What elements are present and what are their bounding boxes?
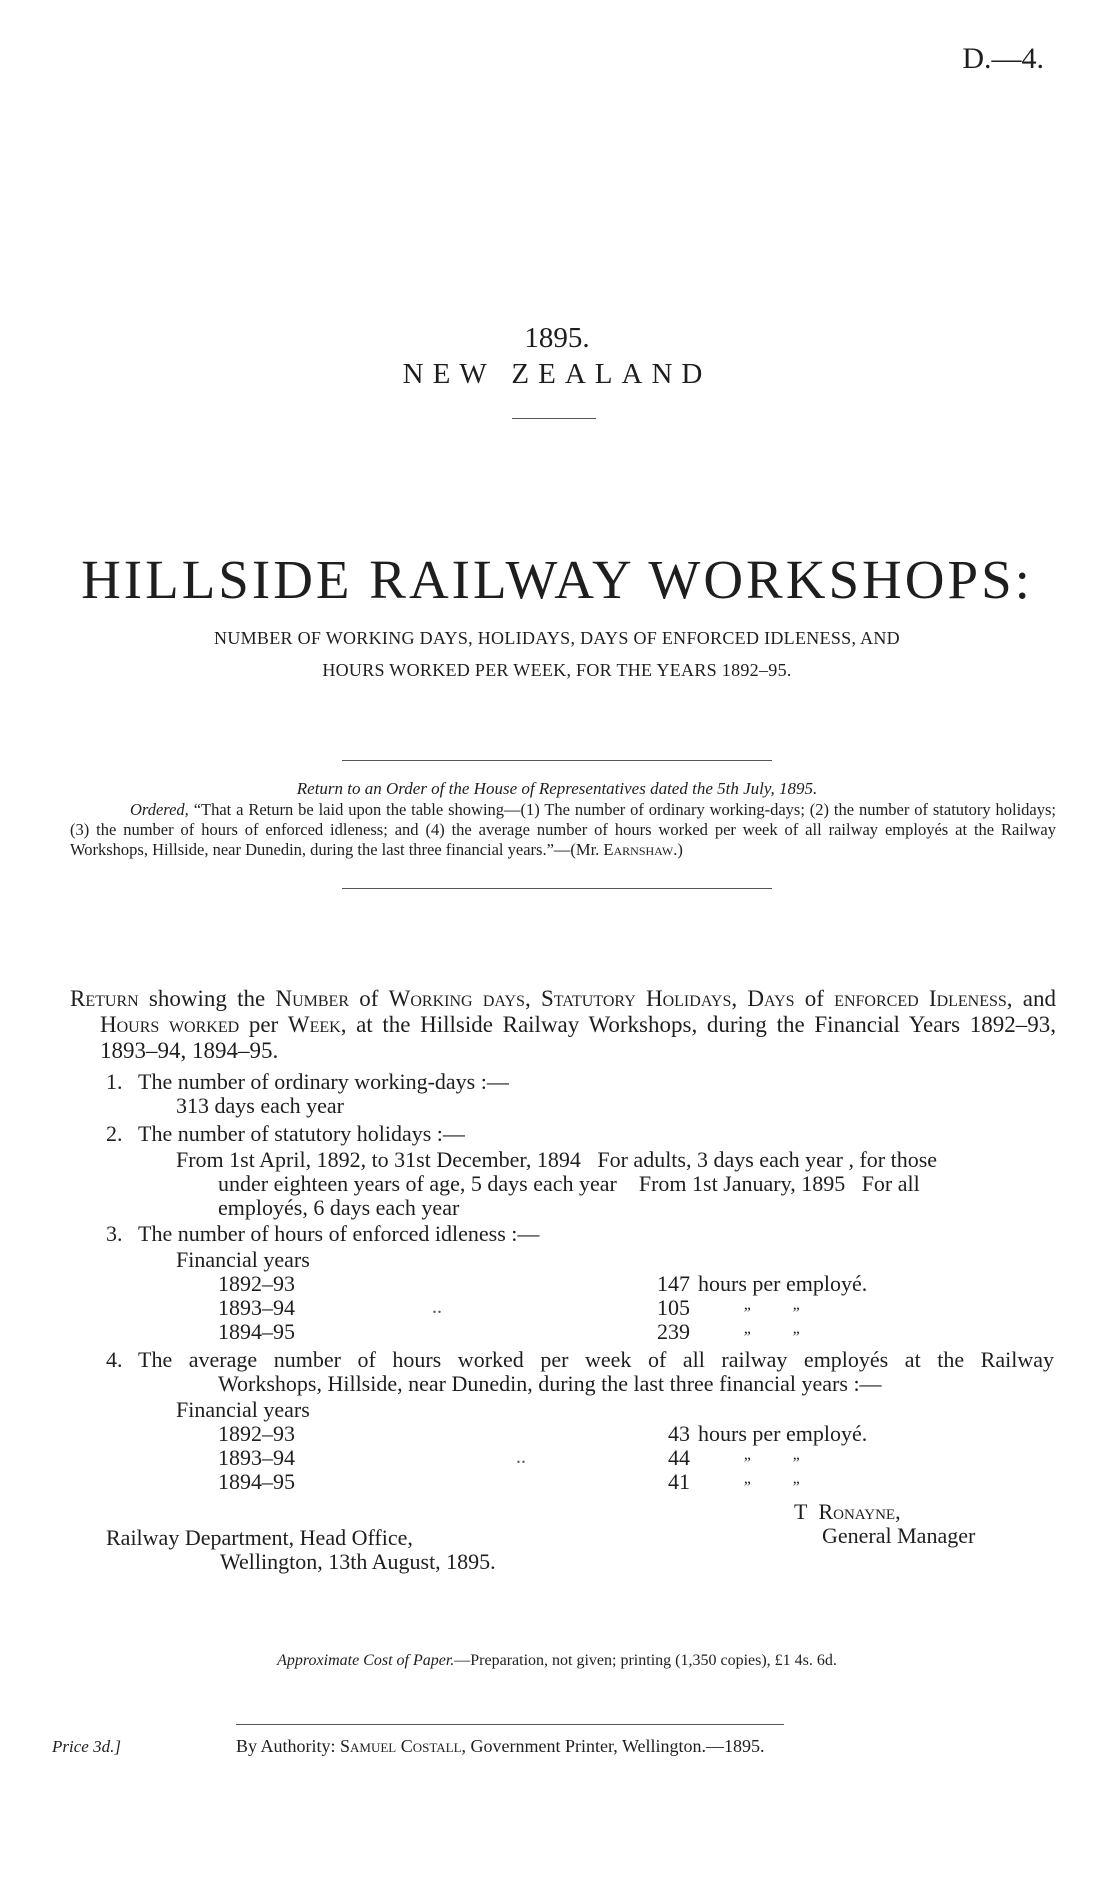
- intro-text-4: ,: [731, 986, 748, 1011]
- item-4-leader-dots: ..: [516, 1446, 526, 1468]
- intro-text-7: per: [239, 1012, 288, 1037]
- subtitle-line-1: NUMBER OF WORKING DAYS, HOLIDAYS, DAYS OF ENFORCED IDLENESS, AND: [214, 628, 900, 648]
- sender-place-date: Wellington, 13th August, 1895.: [220, 1549, 496, 1574]
- document-subtitle: [120, 622, 994, 686]
- item-4-value-3: 41: [668, 1469, 690, 1494]
- publication-year: 1895.: [524, 322, 590, 354]
- intro-number-word: Number: [275, 986, 349, 1011]
- document-title: HILLSIDE RAILWAY WORKSHOPS:: [81, 549, 1033, 610]
- printer-authority: [236, 1736, 765, 1757]
- item-3-year-3: 1894–95: [218, 1319, 295, 1344]
- item-3-value-3: 239: [657, 1319, 690, 1344]
- order-top-rule: [342, 760, 772, 761]
- item-2-line-3: employés, 6 days each year: [218, 1195, 460, 1220]
- page-reference: D.—4.: [962, 42, 1044, 75]
- item-3-heading: The number of hours of enforced idleness :—: [138, 1221, 540, 1246]
- item-3-year-1: 1892–93: [218, 1271, 295, 1296]
- ordered-body: “That a Return be laid upon the table showing—(1) The number of ordinary working-days; (2) the number of statutory holidays; (3) the number of hours of enforced idleness; and (4) the average number of hours worked per week of all railway employés at the Railway Workshops, Hillside, near Dunedin, during the last three financial years.”—(Mr.: [70, 800, 1056, 859]
- item-4-column-label: Financial years: [176, 1397, 310, 1422]
- order-text: [70, 800, 1056, 860]
- item-4-unit-2: ” ”: [742, 1455, 800, 1472]
- ordered-end: .): [673, 840, 683, 859]
- cost-label: Approximate Cost of Paper.: [277, 1652, 455, 1669]
- order-bottom-rule: [342, 888, 772, 889]
- item-4-number: 4.: [106, 1347, 123, 1372]
- item-3-number: 3.: [106, 1221, 123, 1246]
- price-label: Price 3d.]: [52, 1737, 121, 1756]
- item-2-heading: The number of statutory holidays :—: [138, 1121, 465, 1146]
- item-2-line-2: under eighteen years of age, 5 days each year From 1st January, 1895 For all: [218, 1171, 920, 1196]
- authority-prefix: By Authority:: [236, 1736, 341, 1756]
- footer-rule: [236, 1724, 784, 1725]
- item-4-unit-1: hours per employé.: [698, 1421, 868, 1446]
- signatory-initial: T: [794, 1499, 808, 1524]
- intro-working-days: Working days: [388, 986, 525, 1011]
- item-3-value-2: 105: [657, 1295, 690, 1320]
- cost-text: —Preparation, not given; printing (1,350 copies), £1 4s. 6d.: [454, 1652, 837, 1669]
- item-1-number: 1.: [106, 1069, 123, 1094]
- item-3-year-2: 1893–94: [218, 1295, 295, 1320]
- intro-week: Week: [287, 1012, 341, 1037]
- item-4-heading-2: Workshops, Hillside, near Dunedin, during the last three financial years :—: [218, 1371, 882, 1396]
- return-order-line: Return to an Order of the House of Representatives dated the 5th July, 1895.: [296, 779, 818, 798]
- item-1-heading: The number of ordinary working-days :—: [138, 1069, 509, 1094]
- item-4-value-1: 43: [668, 1421, 690, 1446]
- item-3-unit-2: ” ”: [742, 1305, 800, 1322]
- item-1-value: 313 days each year: [176, 1093, 344, 1118]
- cost-of-paper-note: [0, 1652, 1114, 1670]
- printer-name: Samuel Costall: [340, 1736, 462, 1756]
- intro-text-3: ,: [524, 986, 541, 1011]
- item-3-unit-3: ” ”: [742, 1329, 800, 1346]
- sender-office: Railway Department, Head Office,: [106, 1525, 413, 1550]
- intro-days: Days: [747, 986, 795, 1011]
- return-intro: [70, 986, 1056, 1064]
- mover-name: Earnshaw: [603, 840, 674, 859]
- intro-enforced-idleness: enforced Idleness: [834, 986, 1007, 1011]
- intro-text-2: of: [349, 986, 389, 1011]
- country-heading: NEW ZEALAND: [402, 358, 712, 390]
- authority-suffix: , Government Printer, Wellington.—1895.: [461, 1736, 765, 1756]
- item-4-value-2: 44: [668, 1445, 690, 1470]
- intro-text-8: , at the Hillside Railway Workshops, during the Financial Years 1892–93, 1893–94, 1894–95.: [100, 1012, 1056, 1063]
- intro-return-word: Return: [70, 986, 139, 1011]
- item-4-heading-1: The average number of hours worked per week of all railway employés at the Railway: [138, 1347, 1054, 1372]
- signatory-role: General Manager: [822, 1523, 976, 1548]
- intro-text-1: showing the: [138, 986, 276, 1011]
- item-4-year-3: 1894–95: [218, 1469, 295, 1494]
- item-3-value-1: 147: [657, 1271, 690, 1296]
- item-4-unit-3: ” ”: [742, 1479, 800, 1496]
- signatory-name: [794, 1500, 901, 1524]
- item-4-year-1: 1892–93: [218, 1421, 295, 1446]
- item-3-leader-dots: ..: [432, 1296, 442, 1318]
- intro-text-5: of: [794, 986, 835, 1011]
- subtitle-line-2: HOURS WORKED PER WEEK, FOR THE YEARS 1892–95.: [322, 660, 792, 680]
- intro-text-6: , and: [1006, 986, 1057, 1011]
- intro-hours-worked: Hours worked: [100, 1012, 240, 1037]
- item-2-number: 2.: [106, 1121, 123, 1146]
- item-3-column-label: Financial years: [176, 1247, 310, 1272]
- item-3-unit-1: hours per employé.: [698, 1271, 868, 1296]
- masthead-divider: [512, 418, 596, 419]
- ordered-label: Ordered,: [130, 800, 189, 819]
- item-2-line-1: From 1st April, 1892, to 31st December, 1894 For adults, 3 days each year , for those: [176, 1147, 938, 1172]
- item-4-year-2: 1893–94: [218, 1445, 295, 1470]
- signatory-surname: Ronayne,: [818, 1499, 901, 1524]
- intro-statutory-holidays: Statutory Holidays: [540, 986, 732, 1011]
